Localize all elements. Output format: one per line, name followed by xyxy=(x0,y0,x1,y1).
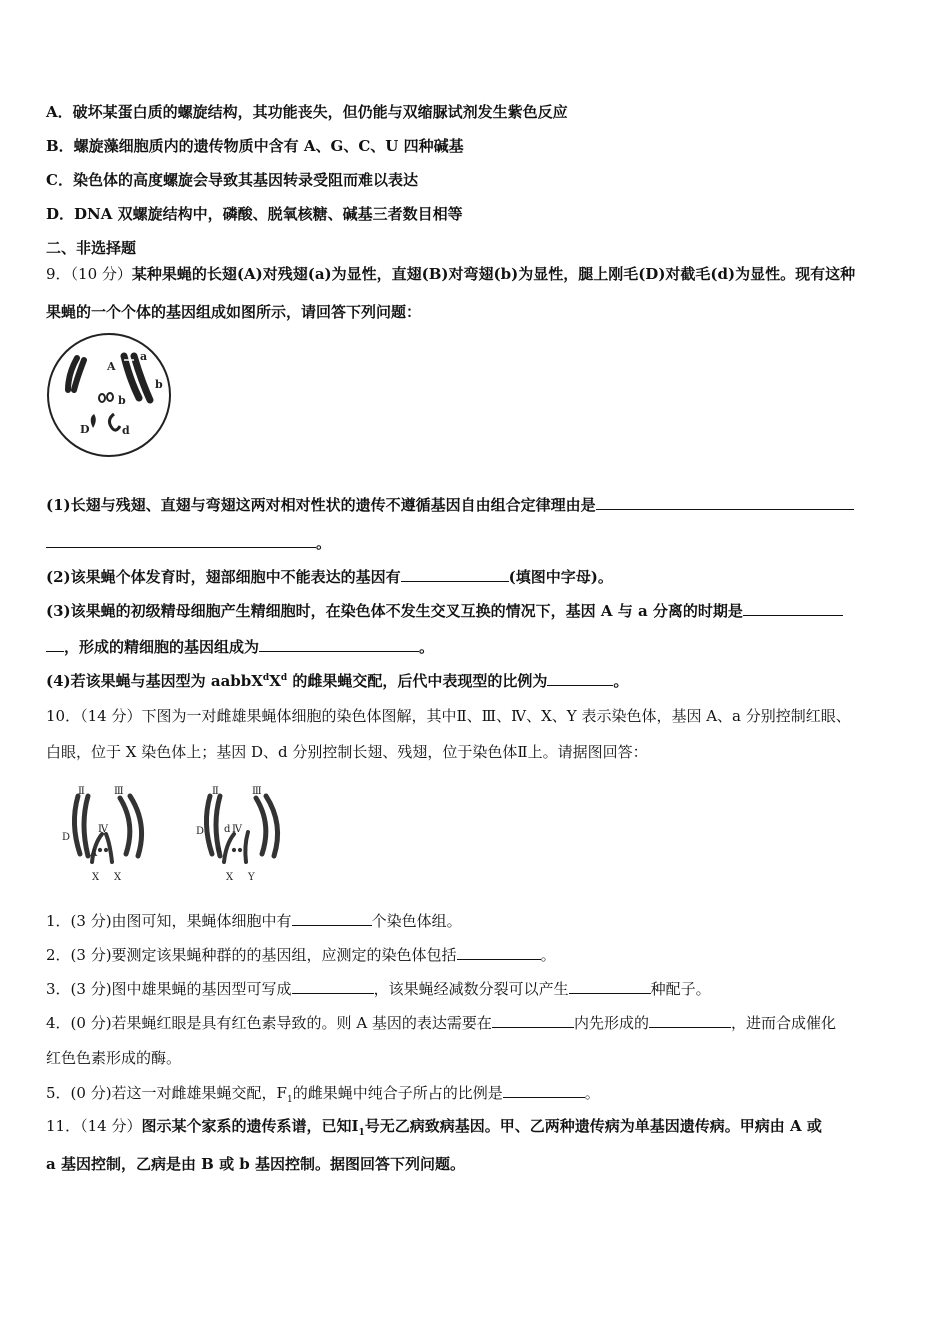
label-chromosome-II: Ⅱ xyxy=(78,786,85,797)
label-chromosome-X-1: X xyxy=(92,872,100,883)
q9-stem-text: 某种果蝇的长翅(A)对残翅(a)为显性，直翅(B)对弯翅(b)为显性，腿上刚毛(D)对截毛(d)为显性。现有这种 xyxy=(131,265,856,283)
q10-sub1 xyxy=(46,910,462,931)
q9-part3-text-2: ，形成的精细胞的基因组成为 xyxy=(64,638,260,656)
q11-stem-text-2: 号无乙病致病基因。甲、乙两种遗传病为单基因遗传病。甲病由 A 或 xyxy=(364,1117,822,1135)
q9-cell-figure xyxy=(44,330,174,460)
chromosome-d-left xyxy=(91,414,96,428)
label-chromosome-III: Ⅲ xyxy=(252,786,262,797)
answer-blank[interactable] xyxy=(292,978,374,994)
label-chromosome-IV: Ⅳ xyxy=(232,824,242,835)
gene-label-D: D xyxy=(80,423,90,436)
q9-part3-end: 。 xyxy=(419,638,435,656)
q10-sub3 xyxy=(46,978,711,999)
q9-part1-text: (1)长翅与残翅、直翅与弯翅这两对相对性状的遗传不遵循基因自由组合定律理由是 xyxy=(46,496,596,514)
q9-part1-end: 。 xyxy=(316,534,332,552)
label-chromosome-II: Ⅱ xyxy=(212,786,219,797)
q11-stem-line2: a 基因控制，乙病是由 B 或 b 基因控制。据图回答下列问题。 xyxy=(46,1155,465,1173)
answer-blank[interactable] xyxy=(743,600,843,616)
answer-blank[interactable] xyxy=(547,670,613,686)
q9-part1-line1 xyxy=(46,494,906,515)
option-b: B．螺旋藻细胞质内的遗传物质中含有 A、G、C、U 四种碱基 xyxy=(46,137,464,155)
q10-sub3-text-2: ，该果蝇经减数分裂可以产生 xyxy=(373,980,569,998)
answer-blank[interactable] xyxy=(401,566,509,582)
chromosome-dot-2 xyxy=(107,393,113,401)
answer-blank[interactable] xyxy=(503,1082,585,1098)
q10-stem-line2: 白眼，位于 X 染色体上；基因 D、d 分别控制长翅、残翅，位于染色体Ⅱ上。请据图回答： xyxy=(46,743,648,761)
label-gene-d: d xyxy=(224,824,231,835)
chromosome-d-right xyxy=(109,414,120,430)
gene-label-A: A xyxy=(107,360,116,373)
q10-sub2-end: 。 xyxy=(540,946,556,964)
q10-sub4-line1 xyxy=(46,1012,906,1033)
option-c: C．染色体的高度螺旋会导致其基因转录受阻而难以表达 xyxy=(46,171,418,189)
answer-blank[interactable] xyxy=(259,636,419,652)
option-d: D．DNA 双螺旋结构中，磷酸、脱氧核糖、碱基三者数目相等 xyxy=(46,205,463,223)
label-chromosome-Y: Y xyxy=(248,872,255,883)
q9-number: 9．（10 分） xyxy=(46,265,132,283)
q10-sub4-line2: 红色色素形成的酶。 xyxy=(46,1049,182,1067)
label-chromosome-X-2: X xyxy=(114,872,122,883)
gene-label-d: d xyxy=(122,424,130,437)
q11-number: 11．（14 分） xyxy=(46,1117,142,1135)
label-gene-a: a xyxy=(216,844,222,855)
q9-part4-end: 。 xyxy=(613,672,629,690)
label-gene-D: D xyxy=(62,832,71,843)
q9-stem-line2: 果蝇的一个个体的基因组成如图所示，请回答下列问题： xyxy=(46,303,422,321)
answer-blank[interactable] xyxy=(569,978,651,994)
subscript-1: 1 xyxy=(286,1095,293,1105)
q10-sub4-text: 4．(0 分)若果蝇红眼是具有红色素导致的。则 A 基因的表达需要在 xyxy=(46,1014,492,1032)
female-karyotype xyxy=(74,796,141,862)
q10-chromosome-figure xyxy=(56,784,306,888)
answer-blank[interactable] xyxy=(596,494,854,510)
q10-sub5-end: 。 xyxy=(584,1084,600,1102)
q9-part2 xyxy=(46,566,613,587)
q9-part3-line2 xyxy=(46,636,434,657)
q10-sub5 xyxy=(46,1082,600,1103)
label-chromosome-IV: Ⅳ xyxy=(98,824,108,835)
q9-stem-line1 xyxy=(46,264,855,284)
q10-sub2-text: 2．(3 分)要测定该果蝇种群的的基因组，应测定的染色体包括 xyxy=(46,946,457,964)
q10-sub1-end: 个染色体组。 xyxy=(371,912,462,930)
q10-sub1-text: 1．(3 分)由图可知，果蝇体细胞中有 xyxy=(46,912,292,930)
q10-sub2 xyxy=(46,944,556,965)
gene-label-b-1: b xyxy=(155,378,163,391)
q9-part4-text-2: 的雌果蝇交配，后代中表现型的比例为 xyxy=(287,672,548,690)
label-gene-A: A xyxy=(90,848,98,859)
q9-part3-line1 xyxy=(46,600,843,621)
q9-part4 xyxy=(46,670,628,691)
answer-blank[interactable] xyxy=(492,1012,574,1028)
q10-sub5-text-2: 的雌果蝇中纯合子所占的比例是 xyxy=(292,1084,503,1102)
gene-label-b-2: b xyxy=(118,394,126,407)
q9-part2-text: (2)该果蝇个体发育时，翅部细胞中不能表达的基因有 xyxy=(46,568,401,586)
superscript-d: d xyxy=(280,673,288,683)
q10-sub5-text: 5．(0 分)若这一对雌雄果蝇交配，F xyxy=(46,1084,287,1102)
label-gene-D: D xyxy=(196,826,205,837)
option-a: A．破坏某蛋白质的螺旋结构，其功能丧失，但仍能与双缩脲试剂发生紫色反应 xyxy=(46,103,568,121)
q10-sub4-text-3: ，进而合成催化 xyxy=(730,1014,836,1032)
q9-part4-x: X xyxy=(269,672,281,690)
answer-blank[interactable] xyxy=(457,944,541,960)
answer-blank[interactable] xyxy=(46,532,316,548)
q10-sub3-end: 种配子。 xyxy=(650,980,711,998)
answer-blank[interactable] xyxy=(292,910,372,926)
answer-blank[interactable] xyxy=(46,636,64,652)
answer-blank[interactable] xyxy=(649,1012,731,1028)
q9-part1-line2 xyxy=(46,532,331,553)
q9-part2-end: (填图中字母)。 xyxy=(508,568,613,586)
label-chromosome-III: Ⅲ xyxy=(114,786,124,797)
q10-sub4-text-2: 内先形成的 xyxy=(573,1014,649,1032)
q9-part3-text: (3)该果蝇的初级精母细胞产生精细胞时，在染色体不发生交叉互换的情况下，基因 A 与 a 分离的时期是 xyxy=(46,602,743,620)
q9-part4-text: (4)若该果蝇与基因型为 aabbX xyxy=(46,672,263,690)
subscript-1: 1 xyxy=(358,1128,365,1138)
q11-stem-text: 图示某个家系的遗传系谱，已知Ⅰ xyxy=(141,1117,359,1135)
section-title: 二、非选择题 xyxy=(46,239,137,257)
q10-stem-line1: 10．（14 分）下图为一对雌雄果蝇体细胞的染色体图解，其中Ⅱ、Ⅲ、Ⅳ、X、Y 表示染色体，基因 A、a 分别控制红眼、 xyxy=(46,707,851,725)
label-chromosome-X: X xyxy=(226,872,234,883)
superscript-d: d xyxy=(262,673,270,683)
cell-membrane xyxy=(48,334,170,456)
q10-sub3-text: 3．(3 分)图中雄果蝇的基因型可写成 xyxy=(46,980,292,998)
gene-label-a: a xyxy=(140,350,148,363)
chromosome-dot-1 xyxy=(99,394,105,402)
q11-stem-line1 xyxy=(46,1116,906,1136)
